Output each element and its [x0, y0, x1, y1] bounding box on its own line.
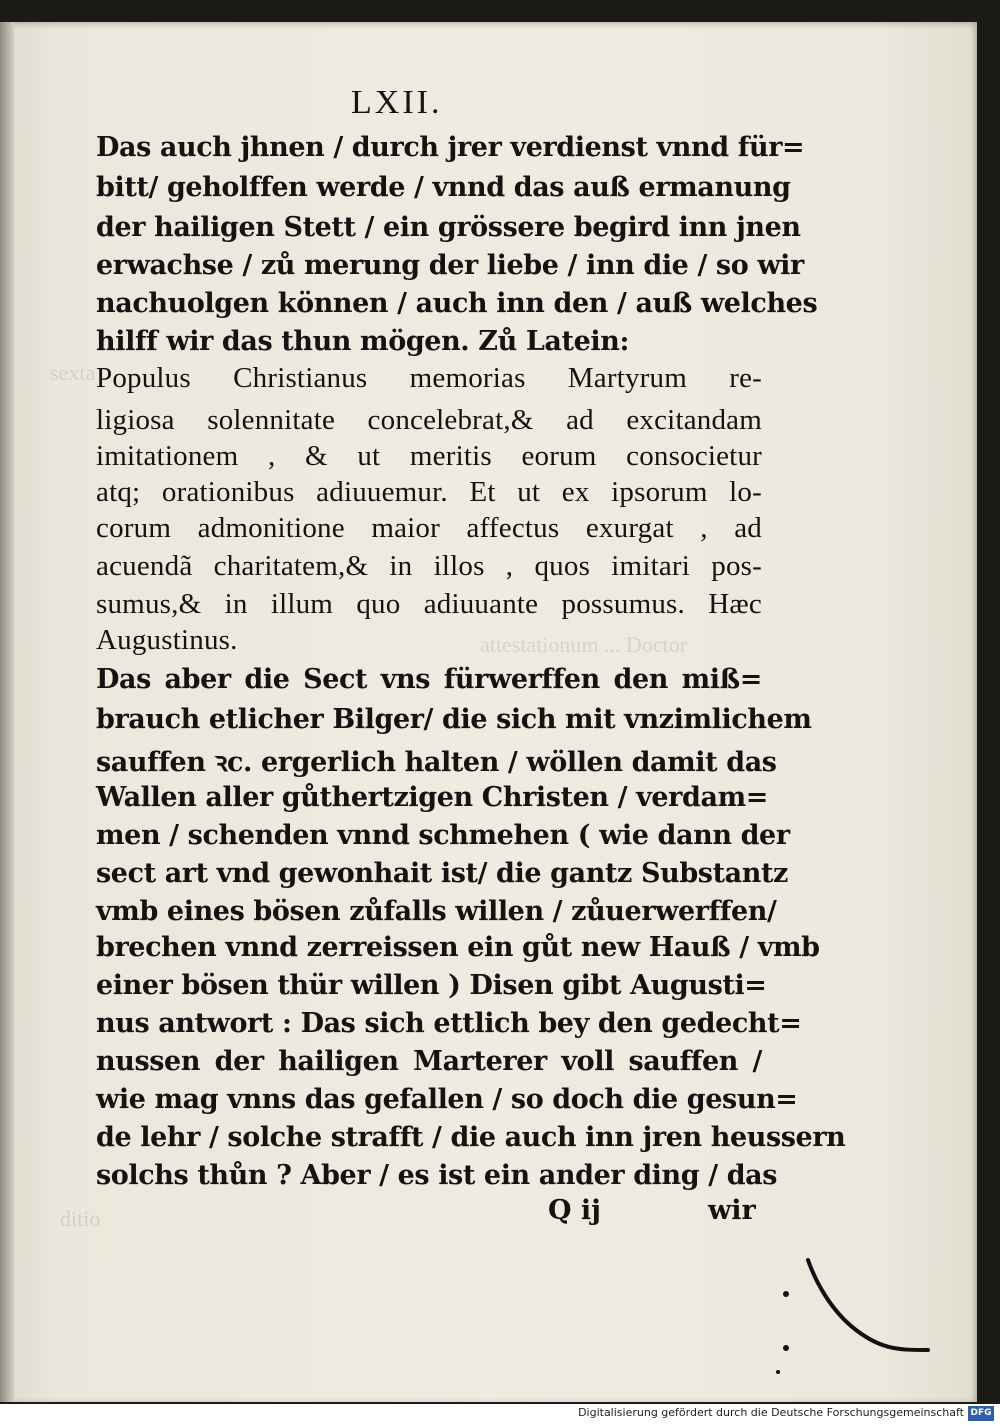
text-line: Populus Christianus memorias Martyrum re- [96, 362, 762, 394]
text-line: nus antwort : Das sich ettlich bey den gedecht= [96, 1008, 802, 1039]
page-gutter [0, 22, 14, 1402]
text-line: erwachse / zů merung der liebe / inn die / so wir [96, 250, 804, 281]
text-line: der hailigen Stett / ein grössere begird inn jnen [96, 212, 801, 243]
text-line: vmb eines bösen zůfalls willen / zůuerwerffen/ [96, 896, 777, 927]
text-line: solchs thůn ? Aber / es ist ein ander ding / das [96, 1160, 778, 1191]
show-through-text: attestationum ... Doctor [480, 632, 688, 657]
text-line: Wallen aller gůthertzigen Christen / verdam= [96, 782, 768, 813]
text-line: ligiosa solennitate concelebrat,& ad excitandam [96, 404, 762, 436]
ink-stroke-mark [770, 1250, 970, 1390]
text-line: Das aber die Sect vns fürwerffen den miß= [96, 664, 762, 695]
text-line: hilff wir das thun mögen. Zů Latein: [96, 326, 630, 357]
text-line: Das auch jhnen / durch jrer verdienst vnnd für= [96, 132, 805, 163]
text-line: Augustinus. [96, 624, 238, 656]
text-line: wie mag vnns das gefallen / so doch die gesun= [96, 1084, 798, 1115]
text-line: men / schenden vnnd schmehen ( wie dann der [96, 820, 790, 851]
dfg-logo: DFG [968, 1406, 994, 1421]
text-line: sumus,& in illum quo adiuuante possumus. Hæc [96, 588, 762, 620]
text-line: einer bösen thür willen ) Disen gibt Augusti= [96, 970, 767, 1001]
text-line: nachuolgen können / auch inn den / auß welches [96, 288, 818, 319]
text-line: nussen der hailigen Marterer voll sauffen / [96, 1046, 762, 1077]
text-line: bitt/ geholffen werde / vnnd das auß ermanung [96, 172, 791, 203]
signature-mark: Q ij [548, 1195, 601, 1226]
text-line: imitationem , & ut meritis eorum consocietur [96, 440, 762, 472]
show-through-text: ditio [60, 1206, 101, 1231]
text-line: de lehr / solche strafft / die auch inn jren heussern [96, 1122, 846, 1153]
folio-number: LXII. [351, 84, 443, 121]
catchword: wir [708, 1195, 756, 1226]
footer-credit: Digitalisierung gefördert durch die Deutsche Forschungsgemeinschaft [578, 1406, 964, 1419]
text-line: sauffen ꝛc. ergerlich halten / wöllen damit das [96, 747, 777, 778]
text-line: atq; orationibus adiuuemur. Et ut ex ipsorum lo- [96, 476, 762, 508]
text-line: acuendã charitatem,& in illos , quos imitari pos- [96, 550, 762, 582]
text-line: corum admonitione maior affectus exurgat , ad [96, 512, 762, 544]
text-line: sect art vnd gewonhait ist/ die gantz Substantz [96, 858, 788, 889]
text-line: brechen vnnd zerreissen ein gůt new Hauß / vmb [96, 932, 820, 963]
text-line: brauch etlicher Bilger/ die sich mit vnzimlichem [96, 704, 812, 735]
show-through-text: sexta [50, 360, 96, 385]
